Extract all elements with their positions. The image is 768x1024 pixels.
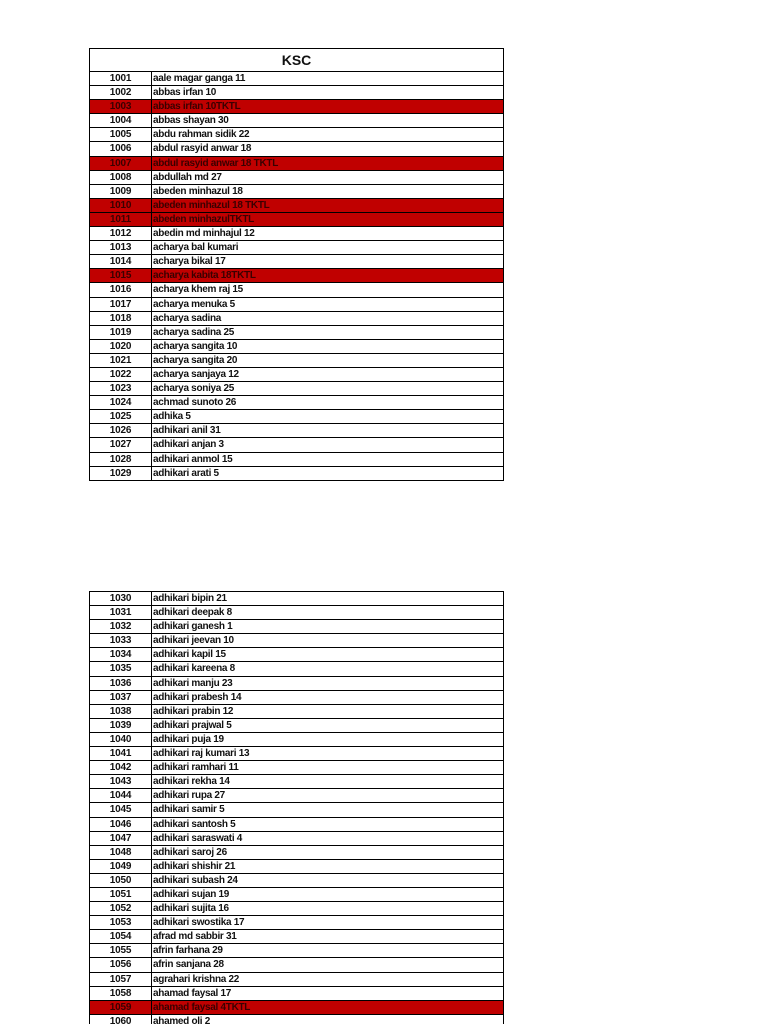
name-cell: adhikari ganesh 1 <box>153 621 233 633</box>
table-row-highlighted <box>90 199 503 213</box>
table-row-highlighted <box>90 1001 503 1015</box>
table-row <box>90 620 503 634</box>
table-row <box>90 368 503 382</box>
table-row <box>90 227 503 241</box>
id-cell: 1044 <box>90 789 152 802</box>
table-row <box>90 86 503 100</box>
table-row <box>90 677 503 691</box>
name-cell: abdu rahman sidik 22 <box>153 129 250 141</box>
id-cell: 1054 <box>90 930 152 943</box>
name-cell: acharya sangita 20 <box>153 354 238 366</box>
name-cell: acharya bikal 17 <box>153 256 226 268</box>
name-cell: abeden minhazulTKTL <box>153 213 254 225</box>
table-row <box>90 382 503 396</box>
name-cell: adhikari arati 5 <box>153 467 219 479</box>
table-row-highlighted <box>90 269 503 283</box>
id-cell: 1019 <box>90 326 152 339</box>
id-cell: 1031 <box>90 606 152 619</box>
id-cell: 1050 <box>90 874 152 887</box>
name-cell: adhikari kapil 15 <box>153 649 226 661</box>
id-cell: 1034 <box>90 648 152 661</box>
table-row <box>90 705 503 719</box>
id-cell: 1014 <box>90 255 152 268</box>
id-cell: 1012 <box>90 227 152 240</box>
id-cell: 1037 <box>90 691 152 704</box>
id-cell: 1027 <box>90 438 152 451</box>
table-row <box>90 354 503 368</box>
name-cell: acharya sadina <box>153 312 222 324</box>
table-row <box>90 818 503 832</box>
table-row <box>90 747 503 761</box>
name-cell: adhikari samir 5 <box>153 804 225 816</box>
id-cell: 1045 <box>90 803 152 816</box>
table-row <box>90 1015 503 1024</box>
table-row <box>90 185 503 199</box>
name-cell: acharya sanjaya 12 <box>153 368 239 380</box>
table-row <box>90 283 503 297</box>
name-cell: adhikari prabesh 14 <box>153 691 242 703</box>
table-row <box>90 775 503 789</box>
table-row <box>90 410 503 424</box>
table-row <box>90 930 503 944</box>
name-cell: ahamad faysal 17 <box>153 987 232 999</box>
table-row <box>90 241 503 255</box>
table-row <box>90 789 503 803</box>
id-cell: 1058 <box>90 987 152 1000</box>
id-cell: 1057 <box>90 973 152 986</box>
table-row <box>90 733 503 747</box>
name-cell: adhikari saroj 26 <box>153 846 227 858</box>
id-cell: 1016 <box>90 283 152 296</box>
name-cell: afrin farhana 29 <box>153 945 223 957</box>
table-row <box>90 142 503 156</box>
id-cell: 1011 <box>90 213 152 226</box>
name-cell: acharya soniya 25 <box>153 383 235 395</box>
name-cell: adhikari sujan 19 <box>153 888 230 900</box>
table-row <box>90 298 503 312</box>
id-cell: 1038 <box>90 705 152 718</box>
name-cell: abbas irfan 10 <box>153 87 217 99</box>
name-cell: adhikari swostika 17 <box>153 917 245 929</box>
table-row <box>90 438 503 452</box>
table-row <box>90 171 503 185</box>
table-row <box>90 424 503 438</box>
table-row <box>90 312 503 326</box>
id-cell: 1020 <box>90 340 152 353</box>
name-cell: agrahari krishna 22 <box>153 973 240 985</box>
name-cell: abdul rasyid anwar 18 <box>153 143 252 155</box>
table-row <box>90 902 503 916</box>
id-cell: 1003 <box>90 100 152 113</box>
table-row <box>90 888 503 902</box>
table-row <box>90 846 503 860</box>
table-row <box>90 592 503 606</box>
table-row <box>90 606 503 620</box>
table-row <box>90 648 503 662</box>
table-row <box>90 944 503 958</box>
name-cell: adhikari santosh 5 <box>153 818 236 830</box>
table-row <box>90 453 503 467</box>
id-cell: 1051 <box>90 888 152 901</box>
id-cell: 1024 <box>90 396 152 409</box>
table-row-highlighted <box>90 100 503 114</box>
table-row <box>90 987 503 1001</box>
table-row <box>90 340 503 354</box>
table-row <box>90 973 503 987</box>
id-cell: 1026 <box>90 424 152 437</box>
id-cell: 1025 <box>90 410 152 423</box>
table-row <box>90 874 503 888</box>
id-cell: 1018 <box>90 312 152 325</box>
id-cell: 1033 <box>90 634 152 647</box>
id-cell: 1009 <box>90 185 152 198</box>
id-cell: 1056 <box>90 958 152 971</box>
name-cell: achmad sunoto 26 <box>153 397 236 409</box>
name-cell: aale magar ganga 11 <box>153 73 246 84</box>
id-cell: 1029 <box>90 467 152 480</box>
name-cell: abdul rasyid anwar 18 TKTL <box>153 157 279 169</box>
id-cell: 1021 <box>90 354 152 367</box>
student-table-2 <box>89 591 504 1024</box>
table-row-highlighted <box>90 213 503 227</box>
name-cell: adhikari anjan 3 <box>153 439 224 451</box>
name-cell: adhika 5 <box>153 411 191 423</box>
id-cell: 1001 <box>90 72 152 85</box>
name-cell: adhikari kareena 8 <box>153 663 235 675</box>
name-cell: adhikari prabin 12 <box>153 705 234 717</box>
name-cell: adhikari puja 19 <box>153 733 224 745</box>
name-cell: adhikari jeevan 10 <box>153 635 234 647</box>
name-cell: acharya bal kumari <box>153 242 239 254</box>
table-row <box>90 128 503 142</box>
name-cell: adhikari raj kumari 13 <box>153 748 250 760</box>
id-cell: 1013 <box>90 241 152 254</box>
id-cell: 1055 <box>90 944 152 957</box>
name-cell: abbas irfan 10TKTL <box>153 101 241 113</box>
id-cell: 1059 <box>90 1001 152 1014</box>
id-cell: 1008 <box>90 171 152 184</box>
name-cell: adhikari shishir 21 <box>153 860 236 872</box>
name-cell: afrad md sabbir 31 <box>153 931 237 943</box>
id-cell: 1053 <box>90 916 152 929</box>
id-cell: 1052 <box>90 902 152 915</box>
id-cell: 1028 <box>90 453 152 466</box>
name-cell: adhikari rekha 14 <box>153 776 230 788</box>
table-title: KSC <box>90 49 503 72</box>
name-cell: adhikari manju 23 <box>153 677 233 689</box>
table-row <box>90 719 503 733</box>
name-cell: adhikari bipin 21 <box>153 593 227 604</box>
name-cell: adhikari ramhari 11 <box>153 762 239 774</box>
id-cell: 1046 <box>90 818 152 831</box>
table-row <box>90 72 503 86</box>
student-table-1 <box>89 48 504 481</box>
id-cell: 1041 <box>90 747 152 760</box>
name-cell: adhikari anil 31 <box>153 425 221 437</box>
name-cell: adhikari saraswati 4 <box>153 832 243 844</box>
name-cell: acharya menuka 5 <box>153 298 235 310</box>
name-cell: abdullah md 27 <box>153 171 222 183</box>
id-cell: 1023 <box>90 382 152 395</box>
name-cell: acharya sangita 10 <box>153 340 238 352</box>
name-cell: adhikari subash 24 <box>153 874 238 886</box>
table-row <box>90 634 503 648</box>
name-cell: adhikari deepak 8 <box>153 607 232 619</box>
name-cell: afrin sanjana 28 <box>153 959 224 971</box>
id-cell: 1036 <box>90 677 152 690</box>
id-cell: 1042 <box>90 761 152 774</box>
id-cell: 1049 <box>90 860 152 873</box>
name-cell: acharya kabita 18TKTL <box>153 270 256 282</box>
table-row <box>90 916 503 930</box>
id-cell: 1043 <box>90 775 152 788</box>
id-cell: 1017 <box>90 298 152 311</box>
id-cell: 1035 <box>90 662 152 675</box>
id-cell: 1048 <box>90 846 152 859</box>
id-cell: 1030 <box>90 592 152 605</box>
id-cell: 1006 <box>90 142 152 155</box>
id-cell: 1047 <box>90 832 152 845</box>
id-cell: 1015 <box>90 269 152 282</box>
table-row <box>90 396 503 410</box>
name-cell: ahamad faysal 4TKTL <box>153 1001 251 1013</box>
id-cell: 1007 <box>90 157 152 170</box>
name-cell: adhikari anmol 15 <box>153 453 233 465</box>
table-row <box>90 761 503 775</box>
id-cell: 1004 <box>90 114 152 127</box>
name-cell: adhikari sujita 16 <box>153 903 229 915</box>
table-row <box>90 832 503 846</box>
table-row <box>90 958 503 972</box>
id-cell: 1010 <box>90 199 152 212</box>
table-row <box>90 662 503 676</box>
name-cell: abeden minhazul 18 <box>153 185 243 197</box>
name-cell: adhikari rupa 27 <box>153 790 225 802</box>
name-cell: adhikari prajwal 5 <box>153 719 232 731</box>
name-cell: abedin md minhajul 12 <box>153 228 255 240</box>
id-cell: 1040 <box>90 733 152 746</box>
id-cell: 1005 <box>90 128 152 141</box>
table-body <box>90 592 503 1024</box>
name-cell: acharya khem raj 15 <box>153 284 243 296</box>
table-body <box>90 72 503 481</box>
table-row <box>90 860 503 874</box>
id-cell: 1002 <box>90 86 152 99</box>
name-cell: abbas shayan 30 <box>153 115 229 127</box>
table-row <box>90 326 503 340</box>
table-row <box>90 803 503 817</box>
id-cell: 1060 <box>90 1015 152 1024</box>
id-cell: 1022 <box>90 368 152 381</box>
id-cell: 1039 <box>90 719 152 732</box>
table-row <box>90 255 503 269</box>
name-cell: ahamed oli 2 <box>153 1015 210 1024</box>
table-row <box>90 691 503 705</box>
id-cell: 1032 <box>90 620 152 633</box>
name-cell: abeden minhazul 18 TKTL <box>153 199 270 211</box>
name-cell: acharya sadina 25 <box>153 326 235 338</box>
table-row-highlighted <box>90 157 503 171</box>
table-row <box>90 114 503 128</box>
table-row <box>90 467 503 481</box>
